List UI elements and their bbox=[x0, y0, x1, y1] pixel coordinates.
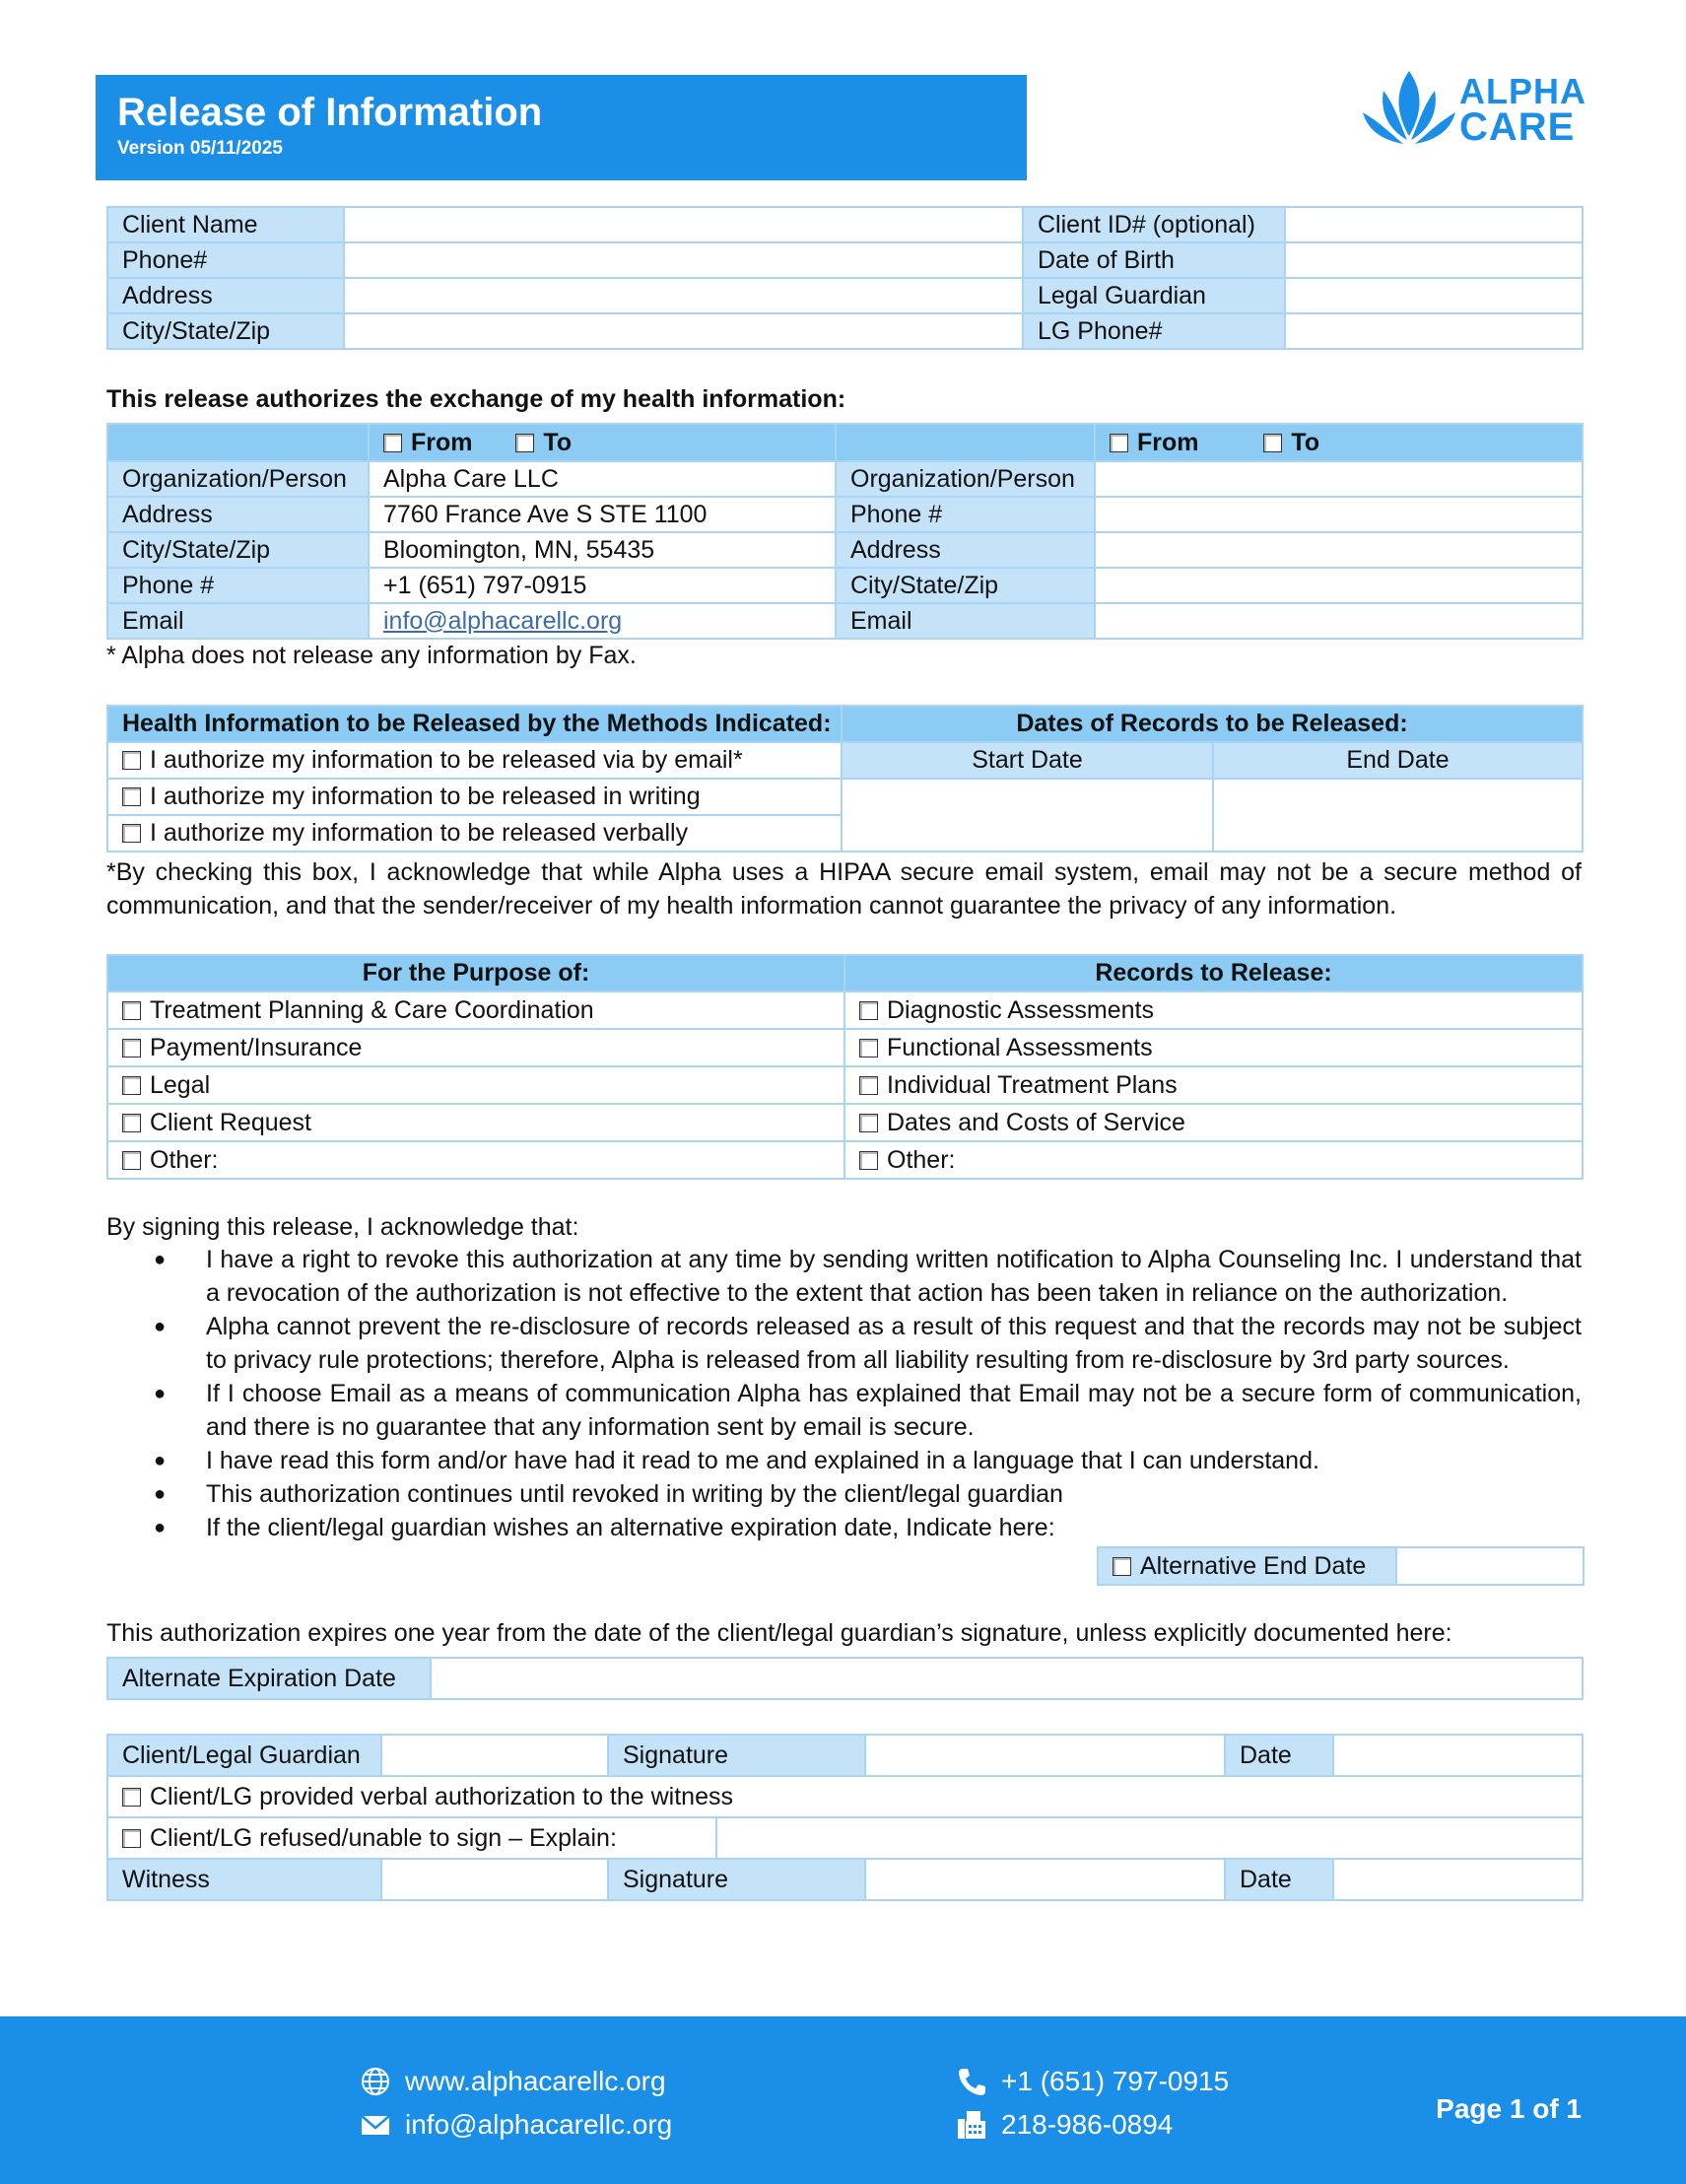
refused-explain-field[interactable] bbox=[716, 1817, 1583, 1859]
guardian-signature-label: Signature bbox=[608, 1735, 865, 1776]
alt-expiration-field[interactable] bbox=[431, 1658, 1583, 1699]
alt-end-date-field[interactable] bbox=[1396, 1547, 1584, 1585]
records-diagnostic-checkbox[interactable] bbox=[859, 1001, 878, 1020]
refused-option bbox=[107, 1817, 716, 1859]
client-address-field[interactable] bbox=[344, 278, 1023, 313]
witness-date-field[interactable] bbox=[1333, 1859, 1583, 1900]
acknowledge-item: ● If the client/legal guardian wishes an alternative expiration date, Indicate here: bbox=[148, 1511, 1582, 1544]
party-b-org-field[interactable] bbox=[1095, 461, 1583, 497]
guardian-label: Client/Legal Guardian bbox=[107, 1735, 381, 1776]
records-other-checkbox[interactable] bbox=[859, 1151, 878, 1170]
purpose-option bbox=[107, 1066, 844, 1104]
end-date-field[interactable] bbox=[1213, 779, 1583, 852]
records-treatment-plans-label: Individual Treatment Plans bbox=[887, 1070, 1178, 1099]
party-a-phone-label: Phone # bbox=[107, 568, 369, 603]
footer-fax bbox=[956, 2109, 1173, 2141]
client-name-field[interactable] bbox=[344, 207, 1023, 242]
acknowledge-item: ● Alpha cannot prevent the re-disclosure of records released as a result of this request and that the records may not be subject to privacy rule protections; therefore, Alpha is released from all liability resulting from re-disclosure by 3rd party sources. bbox=[148, 1310, 1582, 1377]
purpose-treatment-label: Treatment Planning & Care Coordination bbox=[150, 995, 594, 1024]
release-parties-table bbox=[106, 423, 1584, 640]
party-b-from-checkbox[interactable] bbox=[1110, 434, 1128, 452]
alt-end-date-checkbox[interactable] bbox=[1113, 1557, 1131, 1576]
party-b-from-label: From bbox=[1137, 428, 1199, 456]
party-a-phone-value: +1 (651) 797-0915 bbox=[369, 568, 836, 603]
party-b-to-label: To bbox=[1291, 428, 1320, 456]
acknowledge-list bbox=[148, 1243, 1582, 1544]
party-a-city-label: City/State/Zip bbox=[107, 532, 369, 568]
verbal-authorization-checkbox[interactable] bbox=[122, 1788, 141, 1807]
party-b-org-label: Organization/Person bbox=[836, 461, 1095, 497]
page-title: Release of Information bbox=[117, 91, 543, 134]
alt-end-date-option bbox=[1098, 1547, 1396, 1585]
records-option bbox=[844, 1104, 1583, 1141]
purpose-option bbox=[107, 1104, 844, 1141]
methods-heading: Health Information to be Released by the Methods Indicated: bbox=[107, 706, 842, 742]
guardian-date-label: Date bbox=[1225, 1735, 1333, 1776]
footer-website-link[interactable]: www.alphacarellc.org bbox=[405, 2066, 666, 2096]
party-a-org-label: Organization/Person bbox=[107, 461, 369, 497]
client-city-field[interactable] bbox=[344, 313, 1023, 349]
acknowledge-item: ● This authorization continues until revoked in writing by the client/legal guardian bbox=[148, 1477, 1582, 1511]
release-methods-table bbox=[106, 705, 1584, 853]
purpose-records-table bbox=[106, 954, 1584, 1180]
version-label: Version 05/11/2025 bbox=[117, 138, 283, 159]
party-a-to-label: To bbox=[543, 428, 573, 456]
start-date-field[interactable] bbox=[842, 779, 1213, 852]
dob-field[interactable] bbox=[1285, 242, 1583, 278]
purpose-payment-checkbox[interactable] bbox=[122, 1039, 141, 1058]
verbal-authorization-option bbox=[107, 1776, 1583, 1817]
purpose-option bbox=[107, 1029, 844, 1066]
records-functional-checkbox[interactable] bbox=[859, 1039, 878, 1058]
expiration-text: This authorization expires one year from the date of the client/legal guardian’s signature, unless explicitly documented here: bbox=[106, 1619, 1452, 1647]
client-address-label: Address bbox=[107, 278, 344, 313]
footer bbox=[0, 2016, 1686, 2184]
verbal-authorization-label: Client/LG provided verbal authorization to the witness bbox=[150, 1782, 733, 1810]
witness-name-field[interactable] bbox=[381, 1859, 608, 1900]
party-b-direction bbox=[1095, 424, 1583, 461]
guardian-date-field[interactable] bbox=[1333, 1735, 1583, 1776]
witness-signature-label: Signature bbox=[608, 1859, 865, 1900]
signature-table bbox=[106, 1734, 1584, 1901]
party-a-from-label: From bbox=[411, 428, 473, 456]
refused-label: Client/LG refused/unable to sign – Explain: bbox=[150, 1823, 617, 1852]
purpose-treatment-checkbox[interactable] bbox=[122, 1001, 141, 1020]
party-a-to-checkbox[interactable] bbox=[515, 434, 534, 452]
party-a-city-value: Bloomington, MN, 55435 bbox=[369, 532, 836, 568]
logo-line-2: CARE bbox=[1459, 105, 1576, 150]
records-dates-costs-checkbox[interactable] bbox=[859, 1114, 878, 1132]
email-disclaimer: *By checking this box, I acknowledge that while Alpha uses a HIPAA secure email system, email may not be a secure method of communication, and that the sender/receiver of my health information cannot guarantee the privacy of any information. bbox=[106, 858, 1582, 920]
purpose-legal-checkbox[interactable] bbox=[122, 1076, 141, 1095]
phone-icon bbox=[956, 2066, 987, 2097]
party-a-address-value: 7760 France Ave S STE 1100 bbox=[369, 497, 836, 532]
party-a-org-value: Alpha Care LLC bbox=[369, 461, 836, 497]
witness-date-label: Date bbox=[1225, 1859, 1333, 1900]
method-writing-label: I authorize my information to be released in writing bbox=[150, 783, 701, 810]
legal-guardian-field[interactable] bbox=[1285, 278, 1583, 313]
dates-heading: Dates of Records to be Released: bbox=[842, 706, 1583, 742]
records-functional-label: Functional Assessments bbox=[887, 1033, 1153, 1061]
client-city-label: City/State/Zip bbox=[107, 313, 344, 349]
party-a-address-label: Address bbox=[107, 497, 369, 532]
purpose-legal-label: Legal bbox=[150, 1070, 211, 1099]
party-b-email-field[interactable] bbox=[1095, 603, 1583, 639]
records-other-label: Other: bbox=[887, 1145, 956, 1174]
logo-line-1: ALPHA bbox=[1459, 71, 1586, 111]
purpose-client-request-checkbox[interactable] bbox=[122, 1114, 141, 1132]
witness-signature-field[interactable] bbox=[865, 1859, 1225, 1900]
footer-email-link[interactable]: info@alphacarellc.org bbox=[405, 2109, 673, 2140]
acknowledge-item: ● I have read this form and/or have had it read to me and explained in a language that I can understand. bbox=[148, 1444, 1582, 1477]
client-phone-label: Phone# bbox=[107, 242, 344, 278]
expiration-table bbox=[106, 1657, 1584, 1700]
client-phone-field[interactable] bbox=[344, 242, 1023, 278]
release-heading: This release authorizes the exchange of my health information: bbox=[106, 385, 846, 413]
client-name-label: Client Name bbox=[107, 207, 344, 242]
method-email-option bbox=[107, 742, 842, 779]
client-id-field[interactable] bbox=[1285, 207, 1583, 242]
envelope-icon bbox=[360, 2109, 391, 2141]
alt-end-date-table bbox=[1097, 1546, 1585, 1586]
party-b-to-checkbox[interactable] bbox=[1263, 434, 1282, 452]
purpose-option bbox=[107, 991, 844, 1029]
footer-phone bbox=[956, 2066, 1229, 2097]
records-option bbox=[844, 1029, 1583, 1066]
alt-end-date-label: Alternative End Date bbox=[1140, 1551, 1367, 1580]
client-info-table bbox=[106, 206, 1584, 350]
records-option bbox=[844, 1141, 1583, 1179]
party-b-address-label: Address bbox=[836, 532, 1095, 568]
method-writing-option bbox=[107, 779, 842, 815]
footer-email bbox=[360, 2109, 672, 2141]
alt-expiration-label: Alternate Expiration Date bbox=[107, 1658, 431, 1699]
party-b-city-field[interactable] bbox=[1095, 568, 1583, 603]
party-b-address-field[interactable] bbox=[1095, 532, 1583, 568]
acknowledge-item: ● If I choose Email as a means of communication Alpha has explained that Email may not be a secure form of communication, and there is no guarantee that any information sent by email is secure. bbox=[148, 1377, 1582, 1444]
records-dates-costs-label: Dates and Costs of Service bbox=[887, 1108, 1185, 1136]
footer-phone-number[interactable]: +1 (651) 797-0915 bbox=[1001, 2066, 1230, 2096]
guardian-name-field[interactable] bbox=[381, 1735, 608, 1776]
footer-website bbox=[360, 2066, 666, 2097]
page-number: Page 1 of 1 bbox=[1436, 2093, 1582, 2124]
party-a-from-checkbox[interactable] bbox=[383, 434, 402, 452]
dob-label: Date of Birth bbox=[1023, 242, 1285, 278]
party-b-city-label: City/State/Zip bbox=[836, 568, 1095, 603]
party-b-phone-label: Phone # bbox=[836, 497, 1095, 532]
records-treatment-plans-checkbox[interactable] bbox=[859, 1076, 878, 1095]
footer-fax-number: 218-986-0894 bbox=[1001, 2109, 1174, 2140]
party-a-email-label: Email bbox=[107, 603, 369, 639]
guardian-signature-field[interactable] bbox=[865, 1735, 1225, 1776]
start-date-label: Start Date bbox=[842, 742, 1213, 779]
globe-icon bbox=[360, 2066, 391, 2097]
purpose-heading: For the Purpose of: bbox=[107, 955, 844, 991]
method-verbal-checkbox[interactable] bbox=[122, 824, 141, 843]
end-date-label: End Date bbox=[1213, 742, 1583, 779]
method-verbal-option bbox=[107, 815, 842, 852]
party-a-email-link[interactable]: info@alphacarellc.org bbox=[369, 603, 836, 639]
purpose-other-label: Other: bbox=[150, 1145, 219, 1174]
method-writing-checkbox[interactable] bbox=[122, 787, 141, 806]
logo-wordmark bbox=[1459, 71, 1586, 150]
party-b-email-label: Email bbox=[836, 603, 1095, 639]
refused-checkbox[interactable] bbox=[122, 1829, 141, 1848]
lg-phone-field[interactable] bbox=[1285, 313, 1583, 349]
fax-note: * Alpha does not release any information by Fax. bbox=[106, 642, 637, 669]
method-verbal-label: I authorize my information to be released verbally bbox=[150, 819, 689, 847]
method-email-checkbox[interactable] bbox=[122, 751, 141, 770]
purpose-option bbox=[107, 1141, 844, 1179]
party-b-phone-field[interactable] bbox=[1095, 497, 1583, 532]
acknowledge-intro: By signing this release, I acknowledge that: bbox=[106, 1213, 579, 1241]
records-heading: Records to Release: bbox=[844, 955, 1583, 991]
client-id-label: Client ID# (optional) bbox=[1023, 207, 1285, 242]
party-a-direction bbox=[369, 424, 836, 461]
legal-guardian-label: Legal Guardian bbox=[1023, 278, 1285, 313]
fax-icon bbox=[956, 2109, 987, 2141]
records-diagnostic-label: Diagnostic Assessments bbox=[887, 995, 1154, 1024]
records-option bbox=[844, 1066, 1583, 1104]
acknowledge-item: ● I have a right to revoke this authorization at any time by sending written notification to Alpha Counseling Inc. I understand that a revocation of the authorization is not effective to the extent that action has been taken in reliance on the authorization. bbox=[148, 1243, 1582, 1310]
method-email-label: I authorize my information to be released via by email* bbox=[150, 746, 743, 774]
witness-label: Witness bbox=[107, 1859, 381, 1900]
purpose-client-request-label: Client Request bbox=[150, 1108, 311, 1136]
purpose-payment-label: Payment/Insurance bbox=[150, 1033, 363, 1061]
title-banner bbox=[96, 75, 1027, 180]
lg-phone-label: LG Phone# bbox=[1023, 313, 1285, 349]
purpose-other-checkbox[interactable] bbox=[122, 1151, 141, 1170]
records-option bbox=[844, 991, 1583, 1029]
